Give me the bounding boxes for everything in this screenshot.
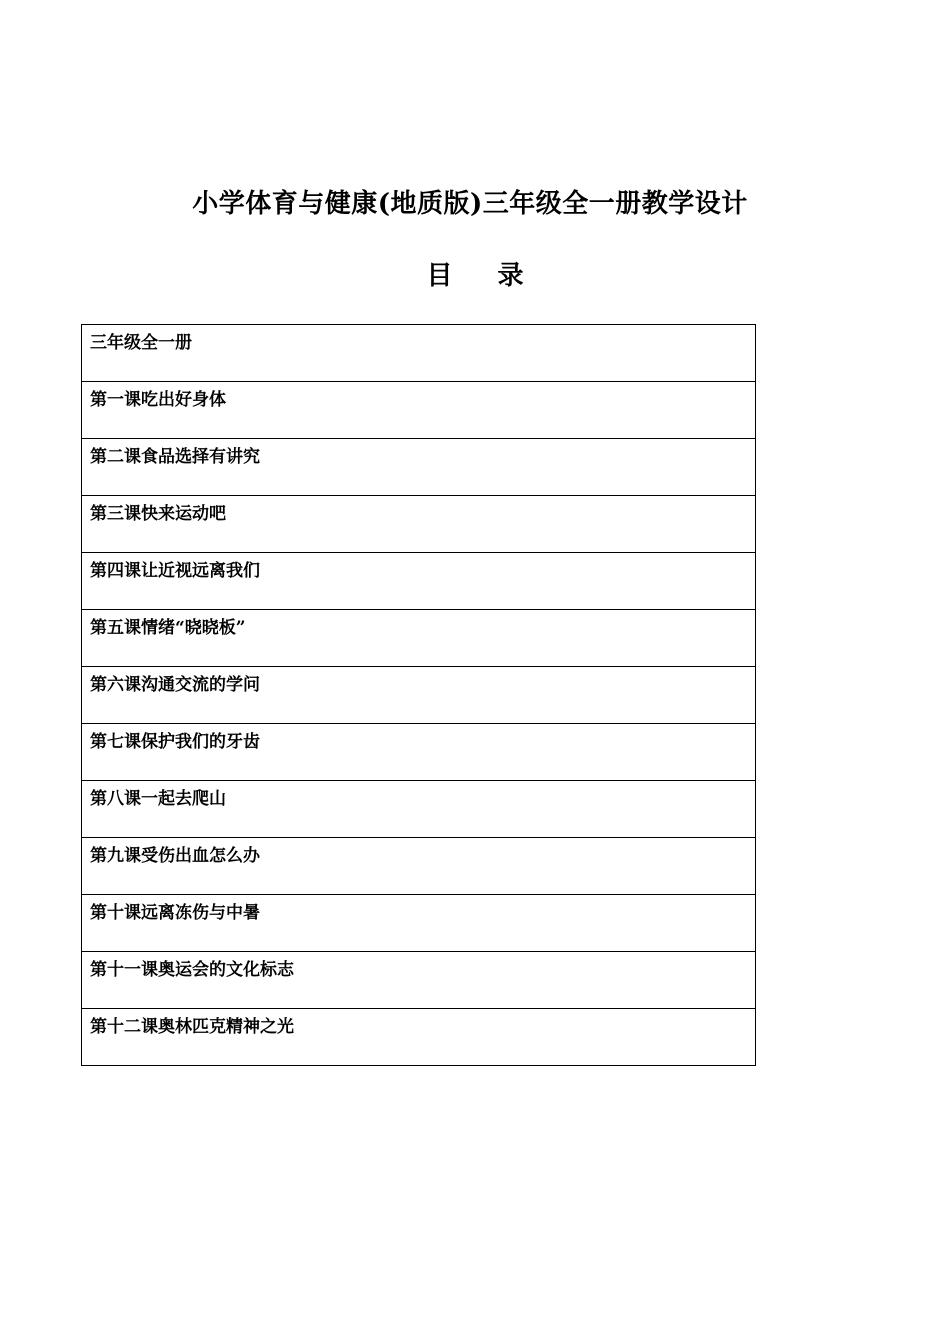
toc-entry: 第九课受伤出血怎么办: [90, 846, 260, 866]
toc-cell: [82, 838, 756, 895]
toc-heading: 目 录: [426, 261, 542, 291]
toc-cell: [82, 895, 756, 952]
toc-entry: 第十课远离冻伤与中暑: [90, 903, 260, 923]
toc-cell: [82, 1009, 756, 1066]
toc-row: [82, 496, 756, 553]
toc-row: [82, 781, 756, 838]
toc-row: [82, 325, 756, 382]
toc-entry: 第二课食品选择有讲究: [90, 447, 260, 467]
toc-row: [82, 553, 756, 610]
toc-cell: [82, 952, 756, 1009]
toc-entry: 第十一课奥运会的文化标志: [90, 960, 294, 980]
toc-entry: 第八课一起去爬山: [90, 789, 226, 809]
toc-row: [82, 382, 756, 439]
toc-cell: [82, 382, 756, 439]
document-title: 小学体育与健康(地质版)三年级全一册教学设计: [192, 189, 748, 219]
toc-cell: [82, 496, 756, 553]
toc-row: [82, 667, 756, 724]
toc-row: [82, 1009, 756, 1066]
toc-entry: 第六课沟通交流的学问: [90, 675, 260, 695]
toc-cell: [82, 325, 756, 382]
toc-entry: 第五课情绪“晓晓板”: [90, 618, 246, 638]
toc-row: [82, 838, 756, 895]
toc-entry: 第七课保护我们的牙齿: [90, 732, 260, 752]
toc-entry: 第一课吃出好身体: [90, 390, 226, 410]
toc-entry: 第十二课奥林匹克精神之光: [90, 1017, 294, 1037]
toc-cell: [82, 439, 756, 496]
toc-row: [82, 610, 756, 667]
toc-cell: [82, 610, 756, 667]
toc-row: [82, 724, 756, 781]
toc-row: [82, 439, 756, 496]
toc-entry: 第三课快来运动吧: [90, 504, 226, 524]
toc-row: [82, 952, 756, 1009]
toc-table: [81, 324, 756, 1066]
toc-cell: [82, 781, 756, 838]
toc-cell: [82, 724, 756, 781]
toc-row: [82, 895, 756, 952]
toc-cell: [82, 553, 756, 610]
toc-entry: 三年级全一册: [90, 333, 192, 353]
toc-entry: 第四课让近视远离我们: [90, 561, 260, 581]
toc-cell: [82, 667, 756, 724]
